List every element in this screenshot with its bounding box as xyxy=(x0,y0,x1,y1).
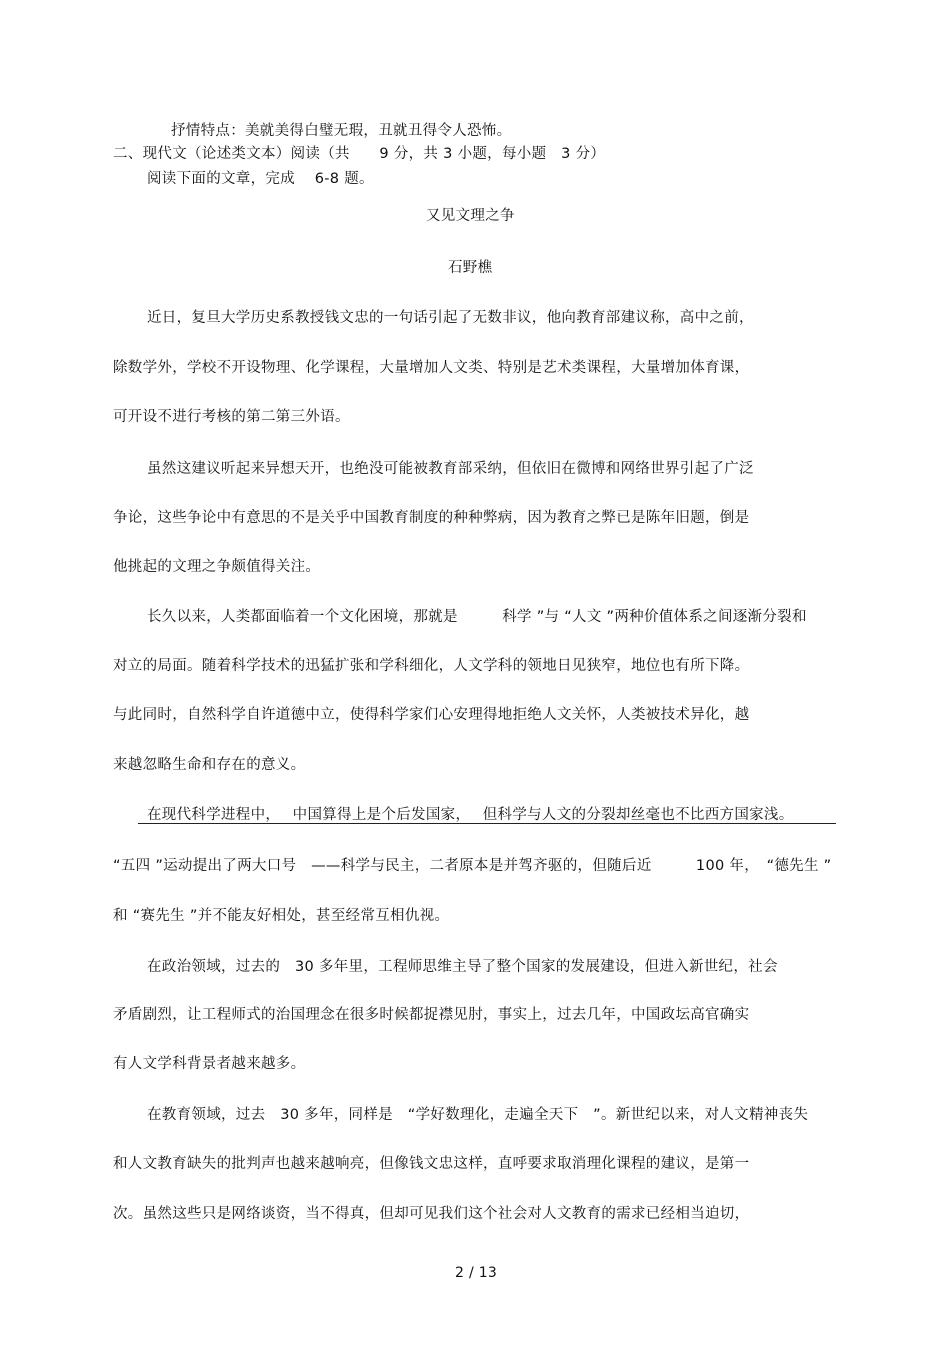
paragraph-line: 和 “赛先生 ”并不能友好相处，甚至经常互相仇视。 xyxy=(113,908,450,924)
paragraph-line: 在教育领域，过去 30 多年，同样是 “学好数理化，走遍全天下 ”。新世纪以来，对人文精神丧失 xyxy=(147,1107,809,1123)
paragraph-line: 和人文教育缺失的批判声也越来越响亮，但像钱文忠这样，直呼要求取消理化课程的建议，是第一 xyxy=(113,1156,750,1172)
paragraph-line: 长久以来，人类都面临着一个文化困境，那就是 科学 ”与 “人文 ”两种价值体系之间逐渐分裂和 xyxy=(147,609,807,625)
paragraph-line: 矛盾剧烈，让工程师式的治国理念在很多时候都捉襟见肘，事实上，过去几年，中国政坛高官确实 xyxy=(113,1007,750,1023)
paragraph-line: 可开设不进行考核的第二第三外语。 xyxy=(113,409,350,425)
paragraph-line: 有人文学科背景者越来越多。 xyxy=(113,1056,306,1072)
paragraph-line: 虽然这建议听起来异想天开，也绝没可能被教育部采纳，但依旧在微博和网络世界引起了广泛 xyxy=(147,461,754,477)
paragraph-line: 对立的局面。随着科学技术的迅猛扩张和学科细化，人文学科的领地日见狭窄，地位也有所下降。 xyxy=(113,658,750,674)
paragraph-line: 他挑起的文理之争颇值得关注。 xyxy=(113,559,321,575)
paragraph-line: 与此同时，自然科学自许道德中立，使得科学家们心安理得地拒绝人文关怀，人类被技术异化，越 xyxy=(113,707,750,723)
paragraph-line: 近日，复旦大学历史系教授钱文忠的一句话引起了无数非议，他向教育部建议称，高中之前， xyxy=(147,310,754,326)
paragraph-line: 来越忽略生命和存在的意义。 xyxy=(113,757,306,773)
paragraph-line: 在现代科学进程中， 中国算得上是个后发国家， 但科学与人文的分裂却丝毫也不比西方国家浅。 xyxy=(147,807,794,823)
paragraph-line: 除数学外，学校不开设物理、化学课程，大量增加人文类、特别是艺术类课程，大量增加体育课， xyxy=(113,360,750,376)
paragraph-line: 争论，这些争论中有意思的不是关乎中国教育制度的种种弊病，因为教育之弊已是陈年旧题，倒是 xyxy=(113,510,750,526)
article-title: 又见文理之争 xyxy=(426,208,515,224)
page-number: 2 / 13 xyxy=(455,1265,498,1281)
underline-rule xyxy=(138,823,836,824)
lyric-note: 抒情特点：美就美得白璧无瑕，丑就丑得令人恐怖。 xyxy=(171,123,512,139)
paragraph-line: 在政治领域，过去的 30 多年里，工程师思维主导了整个国家的发展建设，但进入新世纪，社会 xyxy=(147,959,778,975)
section-heading: 二、现代文（论述类文本）阅读（共 9 分，共 3 小题，每小题 3 分） xyxy=(113,146,606,162)
paragraph-line: 次。虽然这些只是网络谈资，当不得真，但却可见我们这个社会对人文教育的需求已经相当迫切， xyxy=(113,1206,750,1222)
article-author: 石野樵 xyxy=(448,260,493,276)
paragraph-line: “五四 ”运动提出了两大口号 ——科学与民主，二者原本是并驾齐驱的，但随后近 100 年， “德先生 ” xyxy=(113,858,832,874)
instruction: 阅读下面的文章，完成 6-8 题。 xyxy=(147,171,374,187)
